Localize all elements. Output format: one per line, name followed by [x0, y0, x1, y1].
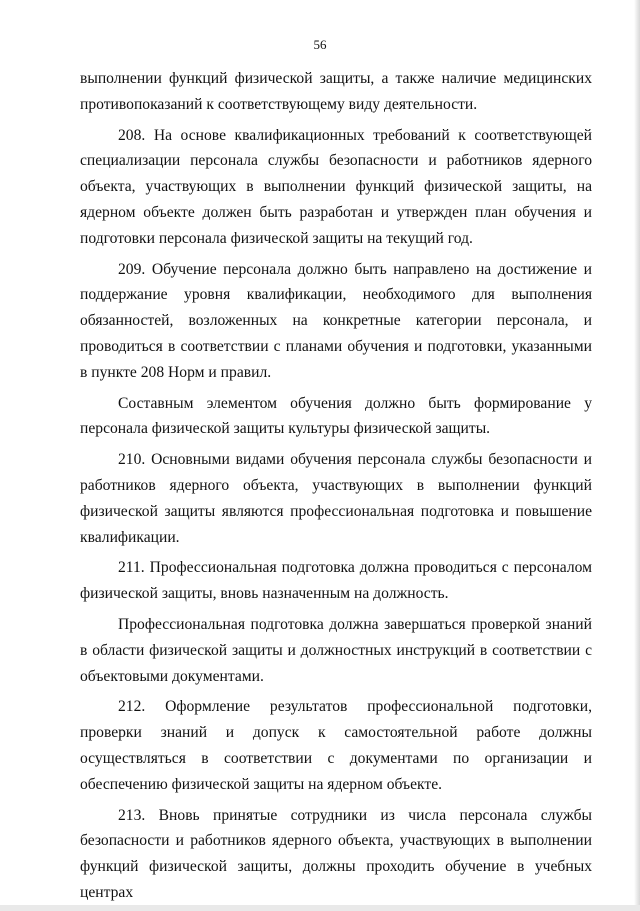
paragraph-208: 208. На основе квалификационных требований к соответствующей специализации персонала службы безопасности и работников ядерного объекта, участвующих в выполнении функций физической защиты, на ядерном объекте должен быть разработан и утвержден план обучения и подготовки персонала физической защиты на текущий год. [80, 126, 592, 247]
document-body [80, 66, 592, 911]
paragraph-culture: Составным элементом обучения должно быть формирование у персонала физической защиты культуры физической защиты. [80, 394, 592, 438]
paragraph-209: 209. Обучение персонала должно быть направлено на достижение и поддержание уровня квалификации, необходимого для выполнения обязанностей, возложенных на конкретные категории персонала, и проводиться в соответствии с планами обучения и подготовки, указанными в пункте 208 Норм и правил. [80, 260, 592, 381]
paragraph-knowledge-check: Профессиональная подготовка должна завершаться проверкой знаний в области физической защиты и должностных инструкций в соответствии с объектовыми документами. [80, 615, 592, 685]
paragraph-211: 211. Профессиональная подготовка должна проводиться с персоналом физической защиты, вновь назначенным на должность. [80, 559, 592, 603]
paragraph-continuation: выполнении функций физической защиты, а также наличие медицинских противопоказаний к соответствующему виду деятельности. [80, 70, 592, 113]
paragraph-210: 210. Основными видами обучения персонала службы безопасности и работников ядерного объекта, участвующих в выполнении функций физической защиты являются профессиональная подготовка и повышение квалификации. [80, 451, 592, 546]
paragraph-212: 212. Оформление результатов профессиональной подготовки, проверки знаний и допуск к самостоятельной работе должны осуществляться в соответствии с документами по организации и обеспечению физической защиты на ядерном объекте. [80, 698, 592, 793]
page-edge-shadow [634, 0, 640, 905]
paragraph-213: 213. Вновь принятые сотрудники из числа персонала службы безопасности и работников ядерного объекта, участвующих в выполнении функций физической защиты, должны проходить обучение в учебных центрах [80, 806, 592, 901]
page-number: 56 [313, 37, 327, 52]
